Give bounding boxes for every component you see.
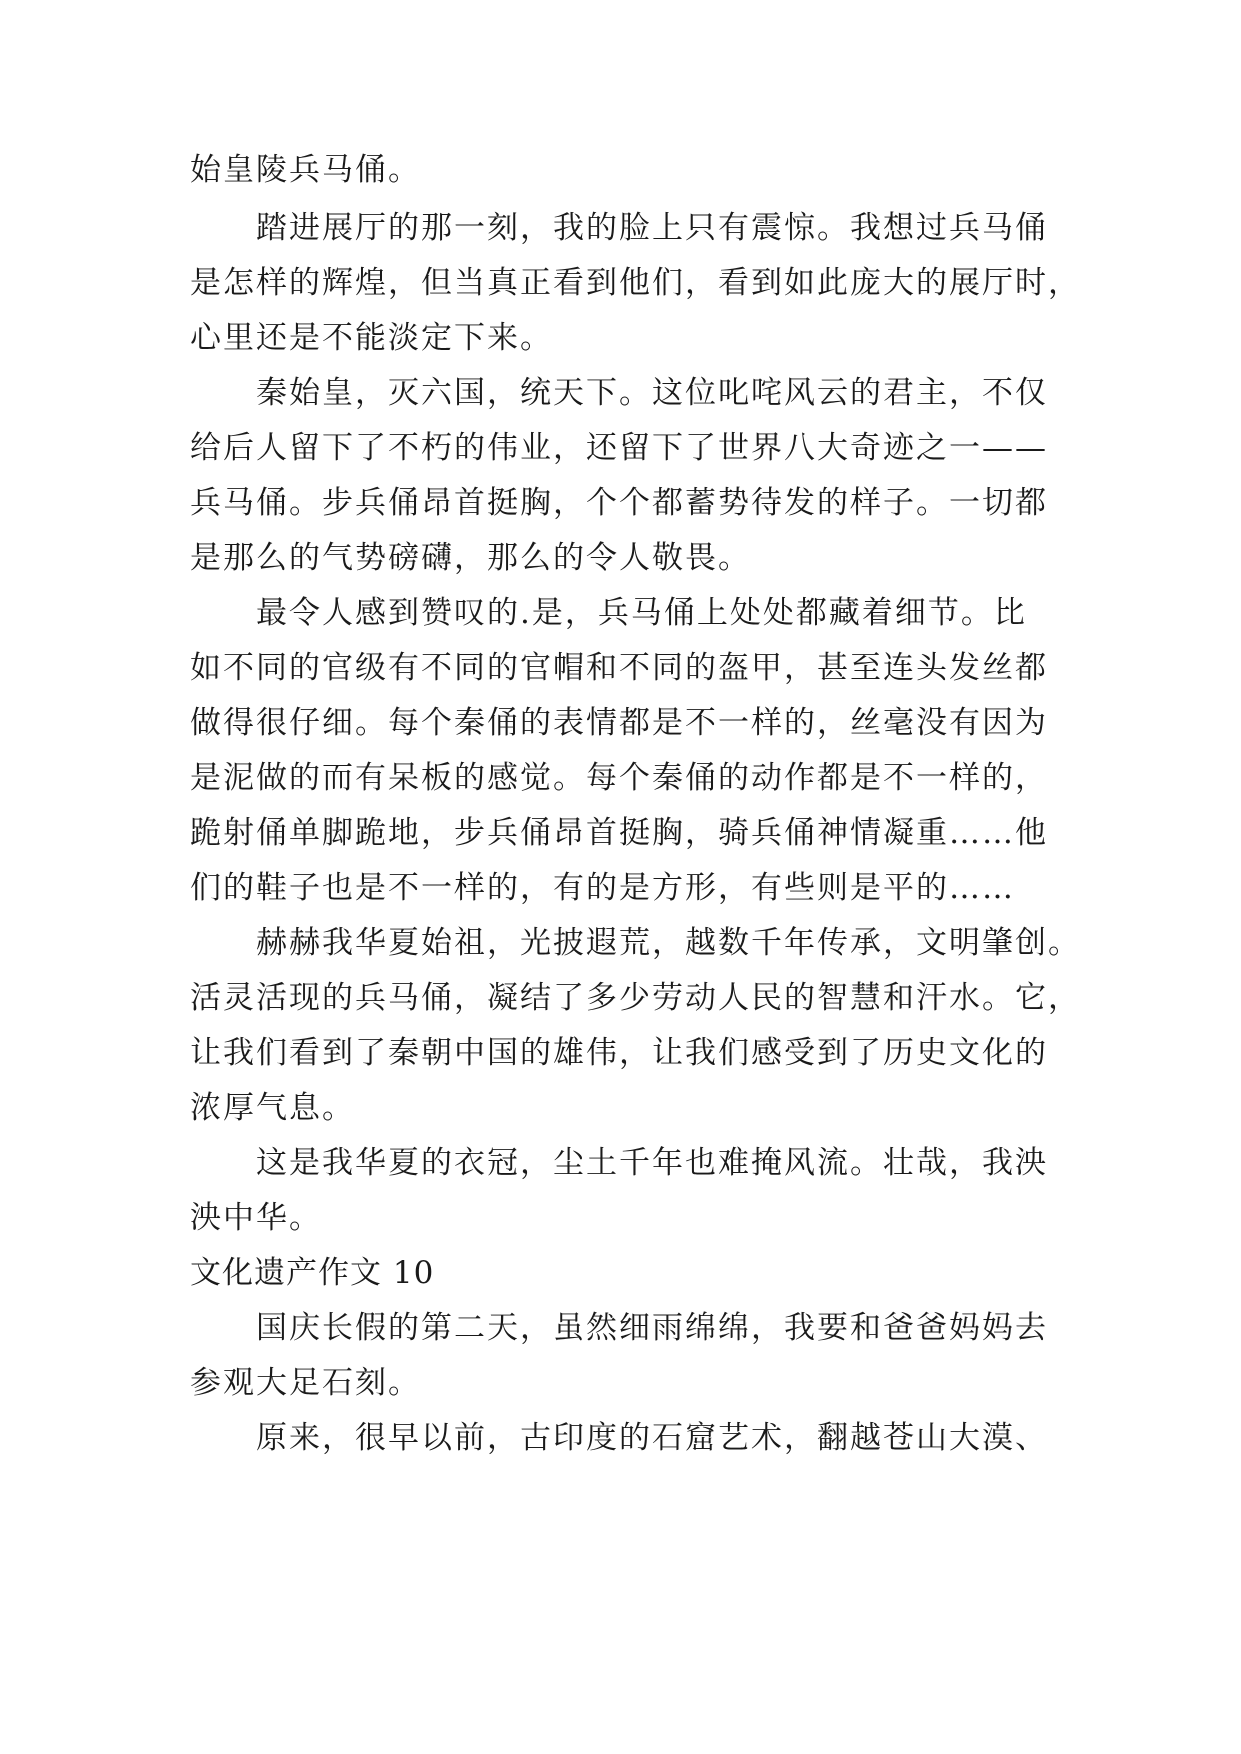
text-line: 始皇陵兵马俑。 — [190, 152, 421, 188]
text-line: 是泥做的而有呆板的感觉。每个秦俑的动作都是不一样的， — [190, 760, 1048, 796]
paragraph-start: 最令人感到赞叹的.是，兵马俑上处处都藏着细节。比 — [256, 595, 1027, 631]
section-heading: 文化遗产作文 10 — [190, 1255, 435, 1291]
text-line: 是怎样的辉煌，但当真正看到他们，看到如此庞大的展厅时， — [190, 265, 1081, 301]
text-line: 给后人留下了不朽的伟业，还留下了世界八大奇迹之一—— — [190, 430, 1048, 466]
text-line: 们的鞋子也是不一样的，有的是方形，有些则是平的…… — [190, 870, 1015, 906]
text-line: 是那么的气势磅礴，那么的令人敬畏。 — [190, 540, 751, 576]
text-line: 如不同的官级有不同的官帽和不同的盔甲，甚至连头发丝都 — [190, 650, 1048, 686]
paragraph-start: 踏进展厅的那一刻，我的脸上只有震惊。我想过兵马俑 — [256, 210, 1048, 246]
text-line: 泱中华。 — [190, 1200, 322, 1236]
text-line: 参观大足石刻。 — [190, 1365, 421, 1401]
paragraph-start: 原来，很早以前，古印度的石窟艺术，翻越苍山大漠、 — [256, 1420, 1048, 1456]
text-line: 心里还是不能淡定下来。 — [190, 320, 553, 356]
text-line: 做得很仔细。每个秦俑的表情都是不一样的，丝毫没有因为 — [190, 705, 1048, 741]
paragraph-start: 赫赫我华夏始祖，光披遐荒，越数千年传承，文明肇创。 — [256, 925, 1081, 961]
text-line: 让我们看到了秦朝中国的雄伟，让我们感受到了历史文化的 — [190, 1035, 1048, 1071]
text-line: 活灵活现的兵马俑，凝结了多少劳动人民的智慧和汗水。它， — [190, 980, 1081, 1016]
paragraph-start: 这是我华夏的衣冠，尘土千年也难掩风流。壮哉，我泱 — [256, 1145, 1048, 1181]
text-line: 跪射俑单脚跪地，步兵俑昂首挺胸，骑兵俑神情凝重……他 — [190, 815, 1048, 851]
paragraph-start: 国庆长假的第二天，虽然细雨绵绵，我要和爸爸妈妈去 — [256, 1310, 1048, 1346]
text-line: 兵马俑。步兵俑昂首挺胸，个个都蓄势待发的样子。一切都 — [190, 485, 1048, 521]
paragraph-start: 秦始皇，灭六国，统天下。这位叱咤风云的君主，不仅 — [256, 375, 1048, 411]
text-line: 浓厚气息。 — [190, 1090, 355, 1126]
